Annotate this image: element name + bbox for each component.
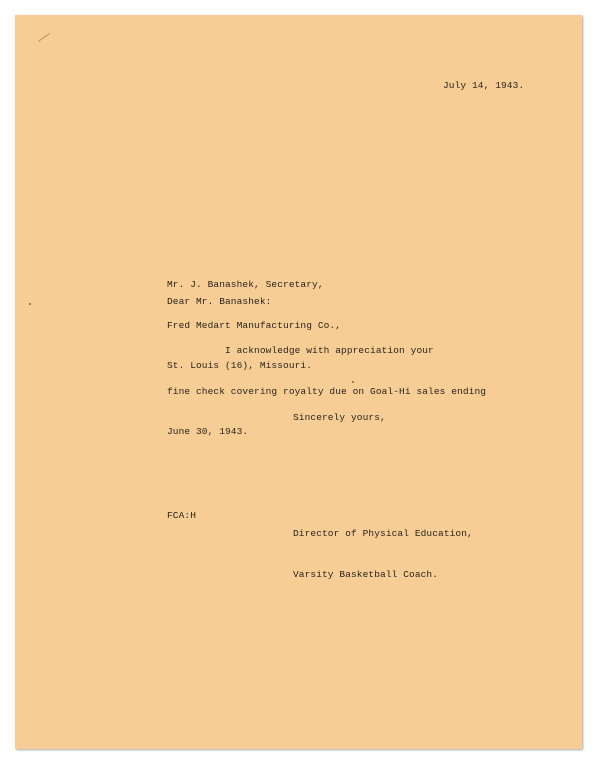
closing: Sincerely yours,	[293, 412, 386, 423]
paper-speck	[352, 381, 354, 383]
salutation: Dear Mr. Banashek:	[167, 296, 272, 307]
signature-title	[293, 500, 473, 608]
signature-line: Varsity Basketball Coach.	[293, 568, 439, 580]
paper-speck	[29, 303, 31, 305]
address-line: St. Louis (16), Missouri.	[167, 360, 313, 371]
address-line: Fred Medart Manufacturing Co.,	[167, 319, 342, 331]
address-line: Mr. J. Banashek, Secretary,	[167, 279, 324, 290]
reference-initials: FCA:H	[167, 510, 197, 521]
body-line: I acknowledge with appreciation your	[167, 345, 434, 356]
signature-line: Director of Physical Education,	[293, 528, 473, 539]
letter-date: July 14, 1943.	[443, 80, 525, 91]
body-line: June 30, 1943.	[167, 426, 249, 437]
letter-body	[167, 317, 486, 466]
pencil-mark	[38, 33, 50, 42]
body-line: fine check covering royalty due on Goal-Hi sales ending	[167, 385, 487, 397]
letter-page	[15, 15, 582, 749]
